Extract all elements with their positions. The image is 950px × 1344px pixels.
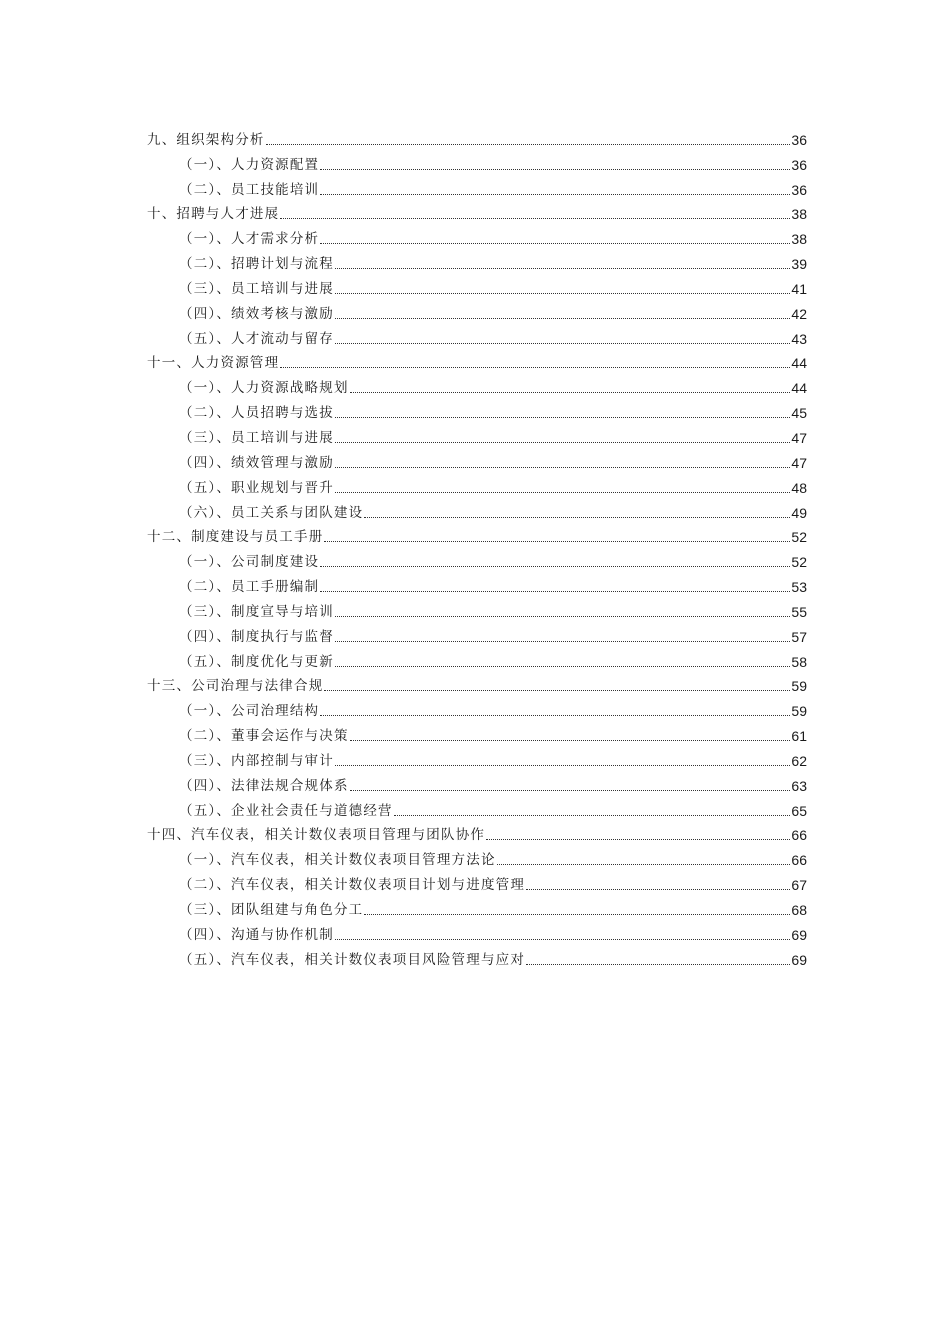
toc-dot-leader (335, 467, 790, 468)
toc-entry-title: （五）、职业规划与晋升 (179, 479, 334, 496)
toc-dot-leader (497, 864, 791, 865)
toc-section-entry[interactable] (147, 398, 807, 423)
toc-entry-title: （三）、团队组建与角色分工 (179, 902, 364, 918)
toc-section-entry[interactable] (147, 647, 807, 672)
toc-dot-leader (280, 218, 790, 219)
toc-page-number: 36 (791, 131, 807, 148)
toc-page-number: 42 (791, 305, 807, 322)
toc-dot-leader (320, 194, 790, 195)
toc-entry-title: 十、招聘与人才进展 (147, 206, 280, 223)
toc-page-number: 43 (791, 330, 807, 347)
toc-dot-leader (320, 715, 790, 716)
toc-chapter-entry[interactable] (147, 200, 807, 225)
toc-page-number: 52 (791, 529, 807, 546)
toc-entry-title: 十三、公司治理与法律合规 (147, 678, 324, 695)
toc-entry-title: （二）、员工技能培训 (179, 181, 320, 198)
toc-dot-leader (350, 740, 791, 741)
toc-entry-title: 十一、人力资源管理 (147, 355, 280, 372)
toc-section-entry[interactable] (147, 572, 807, 597)
toc-entry-title: （三）、员工培训与进展 (179, 280, 334, 297)
toc-dot-leader (335, 417, 790, 418)
toc-page-number: 39 (791, 256, 807, 273)
toc-dot-leader (364, 517, 790, 518)
toc-entry-title: （四）、绩效管理与激励 (179, 454, 334, 471)
toc-section-entry[interactable] (147, 845, 807, 870)
toc-section-entry[interactable] (147, 473, 807, 498)
toc-dot-leader (335, 293, 790, 294)
toc-section-entry[interactable] (147, 423, 807, 448)
toc-dot-leader (335, 442, 790, 443)
toc-entry-title: （一）、人力资源战略规划 (179, 380, 349, 397)
toc-section-entry[interactable] (147, 796, 807, 821)
toc-entry-title: （三）、制度宣导与培训 (179, 603, 334, 620)
toc-section-entry[interactable] (147, 150, 807, 175)
toc-section-entry[interactable] (147, 448, 807, 473)
toc-chapter-entry[interactable] (147, 821, 807, 846)
toc-dot-leader (486, 839, 790, 840)
toc-page-number: 69 (791, 951, 807, 968)
toc-section-entry[interactable] (147, 895, 807, 920)
toc-section-entry[interactable] (147, 622, 807, 647)
toc-dot-leader (266, 144, 791, 145)
toc-page-number: 58 (791, 653, 807, 670)
toc-chapter-entry[interactable] (147, 349, 807, 374)
toc-dot-leader (324, 541, 790, 542)
toc-dot-leader (320, 591, 790, 592)
toc-page-number: 69 (791, 926, 807, 943)
toc-section-entry[interactable] (147, 696, 807, 721)
toc-entry-title: （一）、人才需求分析 (179, 231, 320, 248)
toc-page-number: 67 (791, 877, 807, 894)
toc-page-number: 66 (791, 827, 807, 844)
toc-section-entry[interactable] (147, 597, 807, 622)
toc-dot-leader (320, 243, 790, 244)
toc-entry-title: （一）、汽车仪表，相关计数仪表项目管理方法论 (179, 852, 496, 869)
toc-entry-title: （一）、人力资源配置 (179, 156, 320, 173)
toc-section-entry[interactable] (147, 771, 807, 796)
toc-entry-title: 十四、汽车仪表，相关计数仪表项目管理与团队协作 (147, 827, 486, 844)
toc-dot-leader (335, 318, 790, 319)
toc-page-number: 65 (791, 802, 807, 819)
toc-page-number: 59 (791, 703, 807, 720)
toc-entry-title: （四）、沟通与协作机制 (179, 926, 334, 943)
toc-section-entry[interactable] (147, 224, 807, 249)
toc-page-number: 41 (791, 280, 807, 297)
toc-entry-title: （四）、绩效考核与激励 (179, 305, 334, 322)
table-of-contents (147, 125, 807, 970)
toc-entry-title: （五）、企业社会责任与道德经营 (179, 802, 393, 819)
toc-entry-title: （六）、员工关系与团队建设 (179, 504, 364, 521)
toc-dot-leader (335, 343, 790, 344)
toc-page-number: 36 (791, 156, 807, 173)
toc-dot-leader (335, 765, 790, 766)
toc-page-number: 45 (791, 405, 807, 422)
toc-dot-leader (526, 964, 790, 965)
toc-section-entry[interactable] (147, 274, 807, 299)
toc-dot-leader (280, 367, 790, 368)
toc-dot-leader (335, 641, 790, 642)
toc-entry-title: （二）、董事会运作与决策 (179, 728, 349, 745)
toc-page-number: 68 (791, 902, 807, 918)
toc-page-number: 47 (791, 454, 807, 471)
toc-entry-title: （三）、员工培训与进展 (179, 429, 334, 446)
toc-section-entry[interactable] (147, 547, 807, 572)
toc-page-number: 36 (791, 181, 807, 198)
toc-dot-leader (335, 492, 790, 493)
toc-entry-title: （一）、公司制度建设 (179, 554, 320, 571)
toc-entry-title: （五）、汽车仪表，相关计数仪表项目风险管理与应对 (179, 951, 526, 968)
toc-entry-title: （二）、员工手册编制 (179, 579, 320, 596)
toc-page-number: 48 (791, 479, 807, 496)
toc-section-entry[interactable] (147, 175, 807, 200)
toc-dot-leader (335, 939, 790, 940)
toc-page-number: 38 (791, 206, 807, 223)
toc-entry-title: （二）、人员招聘与选拔 (179, 405, 334, 422)
toc-page-number: 63 (791, 777, 807, 794)
toc-section-entry[interactable] (147, 746, 807, 771)
toc-section-entry[interactable] (147, 920, 807, 945)
toc-page-number: 55 (791, 603, 807, 620)
toc-page-number: 59 (791, 678, 807, 695)
toc-entry-title: 九、组织架构分析 (147, 131, 265, 148)
toc-dot-leader (526, 889, 790, 890)
toc-entry-title: （五）、制度优化与更新 (179, 653, 334, 670)
toc-dot-leader (394, 815, 791, 816)
toc-page-number: 44 (791, 380, 807, 397)
toc-entry-title: （二）、汽车仪表，相关计数仪表项目计划与进度管理 (179, 877, 526, 894)
toc-section-entry[interactable] (147, 299, 807, 324)
toc-entry-title: （四）、制度执行与监督 (179, 628, 334, 645)
toc-page-number: 53 (791, 579, 807, 596)
toc-page-number: 44 (791, 355, 807, 372)
toc-chapter-entry[interactable] (147, 672, 807, 697)
toc-page-number: 66 (791, 852, 807, 869)
toc-section-entry[interactable] (147, 945, 807, 970)
toc-section-entry[interactable] (147, 249, 807, 274)
toc-section-entry[interactable] (147, 324, 807, 349)
toc-section-entry[interactable] (147, 498, 807, 523)
toc-page-number: 52 (791, 554, 807, 571)
toc-chapter-entry[interactable] (147, 125, 807, 150)
toc-page-number: 61 (791, 728, 807, 745)
toc-page-number: 47 (791, 429, 807, 446)
toc-dot-leader (335, 268, 790, 269)
toc-page-number: 62 (791, 752, 807, 769)
toc-entry-title: （一）、公司治理结构 (179, 703, 320, 720)
toc-page-number: 38 (791, 231, 807, 248)
toc-dot-leader (320, 566, 790, 567)
toc-dot-leader (350, 392, 791, 393)
toc-entry-title: （五）、人才流动与留存 (179, 330, 334, 347)
toc-page-number: 57 (791, 628, 807, 645)
toc-dot-leader (324, 690, 790, 691)
toc-page-number: 49 (791, 504, 807, 521)
toc-section-entry[interactable] (147, 373, 807, 398)
toc-entry-title: （三）、内部控制与审计 (179, 752, 334, 769)
toc-entry-title: （四）、法律法规合规体系 (179, 777, 349, 794)
toc-dot-leader (335, 666, 790, 667)
toc-dot-leader (350, 790, 791, 791)
toc-dot-leader (335, 616, 790, 617)
toc-section-entry[interactable] (147, 870, 807, 895)
toc-section-entry[interactable] (147, 721, 807, 746)
toc-dot-leader (364, 914, 790, 915)
toc-chapter-entry[interactable] (147, 523, 807, 548)
toc-dot-leader (320, 169, 790, 170)
toc-entry-title: （二）、招聘计划与流程 (179, 256, 334, 273)
toc-entry-title: 十二、制度建设与员工手册 (147, 529, 324, 546)
